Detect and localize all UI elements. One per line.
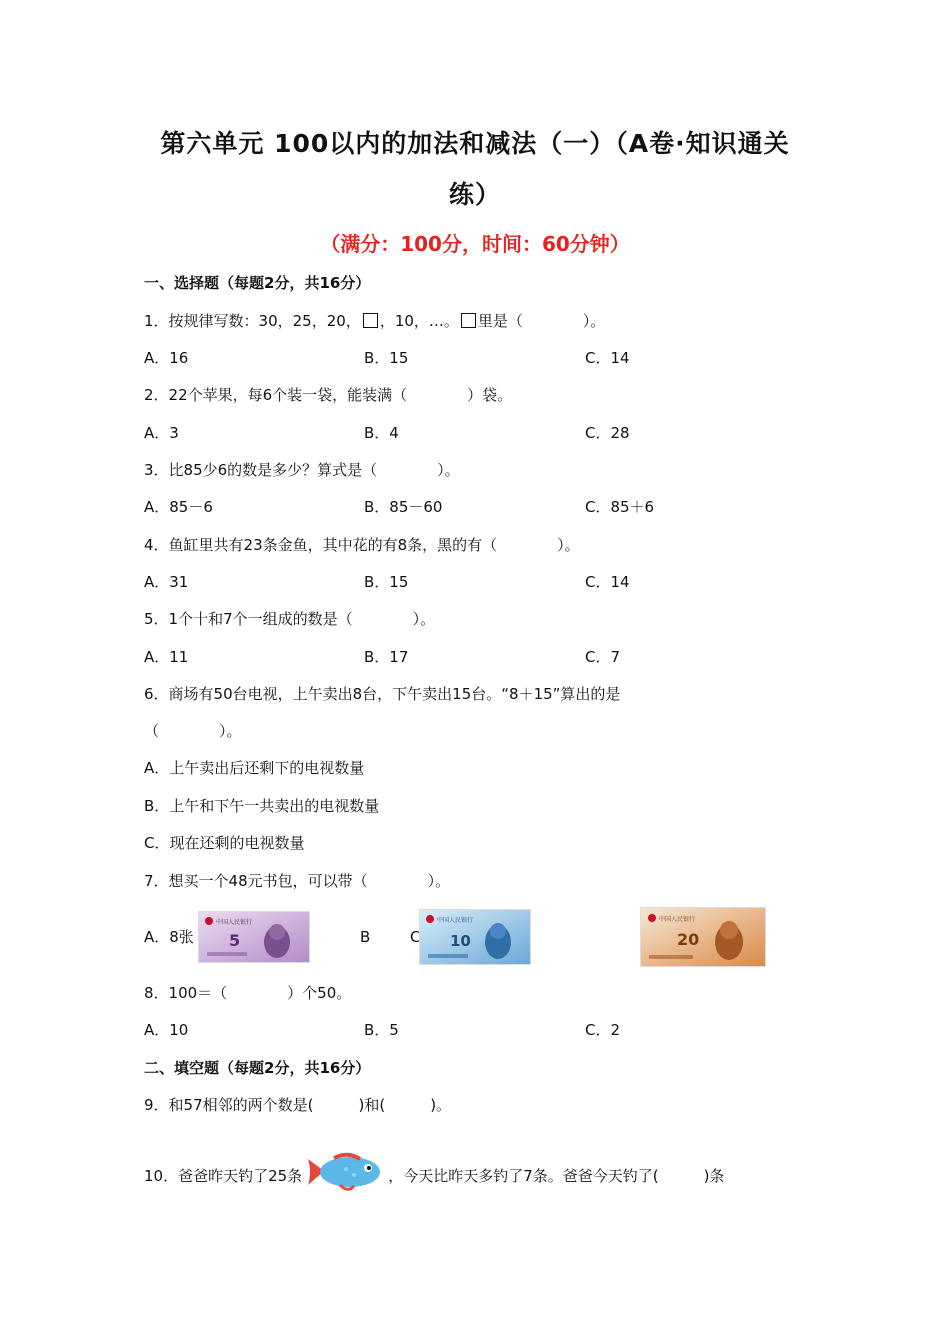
q8-option-a: A．10 <box>144 1021 189 1039</box>
page-title-line2: 练） <box>448 180 501 209</box>
fish-icon <box>304 1151 386 1195</box>
blank-box-icon <box>461 313 476 328</box>
q6-option-b: B．上午和下午一共卖出的电视数量 <box>144 797 380 815</box>
q5-option-c: C．7 <box>585 648 621 666</box>
question-10-text-a: 10．爸爸昨天钓了25条 <box>144 1167 303 1185</box>
q8-option-c: C．2 <box>585 1021 621 1039</box>
blank-box-icon <box>363 313 378 328</box>
q5-option-b: B．17 <box>364 648 409 666</box>
q4-option-a: A．31 <box>144 573 189 591</box>
question-6-line2: （ ）。 <box>144 722 242 740</box>
q3-option-c: C．85＋6 <box>585 498 655 516</box>
question-10-text-b: ，今天比昨天多钓了7条。爸爸今天钓了( )条 <box>388 1167 725 1185</box>
q3-option-a: A．85－6 <box>144 498 213 516</box>
question-1 <box>144 311 605 331</box>
q6-option-a: A．上午卖出后还剩下的电视数量 <box>144 759 365 777</box>
q1-option-a: A．16 <box>144 349 189 367</box>
q1-option-b: B．15 <box>364 349 409 367</box>
q7-option-b: B <box>360 928 371 946</box>
question-9: 9．和57相邻的两个数是( )和( )。 <box>144 1096 452 1114</box>
question-1-text-b: ，10，…。 <box>379 312 459 330</box>
banknote-20-value: 20 <box>677 930 700 949</box>
section-fill-heading: 二、填空题（每题2分，共16分） <box>144 1059 371 1077</box>
q3-option-b: B．85－60 <box>364 498 443 516</box>
banknote-20-bank: 中国人民银行 <box>659 916 696 923</box>
banknote-5-yuan-icon <box>198 911 310 963</box>
banknote-10-yuan-icon <box>419 909 531 965</box>
score-time-line: （满分：100分，时间：60分钟） <box>320 232 630 256</box>
q6-option-c: C．现在还剩的电视数量 <box>144 834 305 852</box>
question-10 <box>144 1151 724 1195</box>
banknote-5-bank: 中国人民银行 <box>216 919 253 926</box>
q1-option-c: C．14 <box>585 349 630 367</box>
q2-option-c: C．28 <box>585 424 630 442</box>
question-6-line1: 6．商场有50台电视，上午卖出8台，下午卖出15台。“8＋15”算出的是 <box>144 685 621 703</box>
question-1-text-a: 1．按规律写数：30，25，20， <box>144 312 361 330</box>
question-5: 5．1个十和7个一组成的数是（ ）。 <box>144 610 436 628</box>
question-4: 4．鱼缸里共有23条金鱼，其中花的有8条，黑的有（ ）。 <box>144 536 580 554</box>
page-title-line1: 第六单元 100以内的加法和减法（一）（A卷·知识通关 <box>160 129 790 158</box>
q7-option-a: A．8张 <box>144 928 194 946</box>
question-3: 3．比85少6的数是多少？算式是（ ）。 <box>144 461 460 479</box>
q5-option-a: A．11 <box>144 648 189 666</box>
q7-option-c: C <box>410 928 421 946</box>
q4-option-b: B．15 <box>364 573 409 591</box>
question-2: 2．22个苹果，每6个装一袋，能装满（ ）袋。 <box>144 386 513 404</box>
q8-option-b: B．5 <box>364 1021 399 1039</box>
question-7: 7．想买一个48元书包，可以带（ ）。 <box>144 872 451 890</box>
banknote-10-value: 10 <box>450 932 471 950</box>
banknote-5-value: 5 <box>229 931 241 950</box>
banknote-10-bank: 中国人民银行 <box>437 917 474 924</box>
question-1-text-c: 里是（ ）。 <box>477 312 606 330</box>
q2-option-b: B．4 <box>364 424 399 442</box>
q4-option-c: C．14 <box>585 573 630 591</box>
banknote-20-yuan-icon <box>640 907 766 967</box>
q2-option-a: A．3 <box>144 424 179 442</box>
question-8: 8．100＝（ ）个50。 <box>144 984 352 1002</box>
section-choice-heading: 一、选择题（每题2分，共16分） <box>144 274 371 292</box>
